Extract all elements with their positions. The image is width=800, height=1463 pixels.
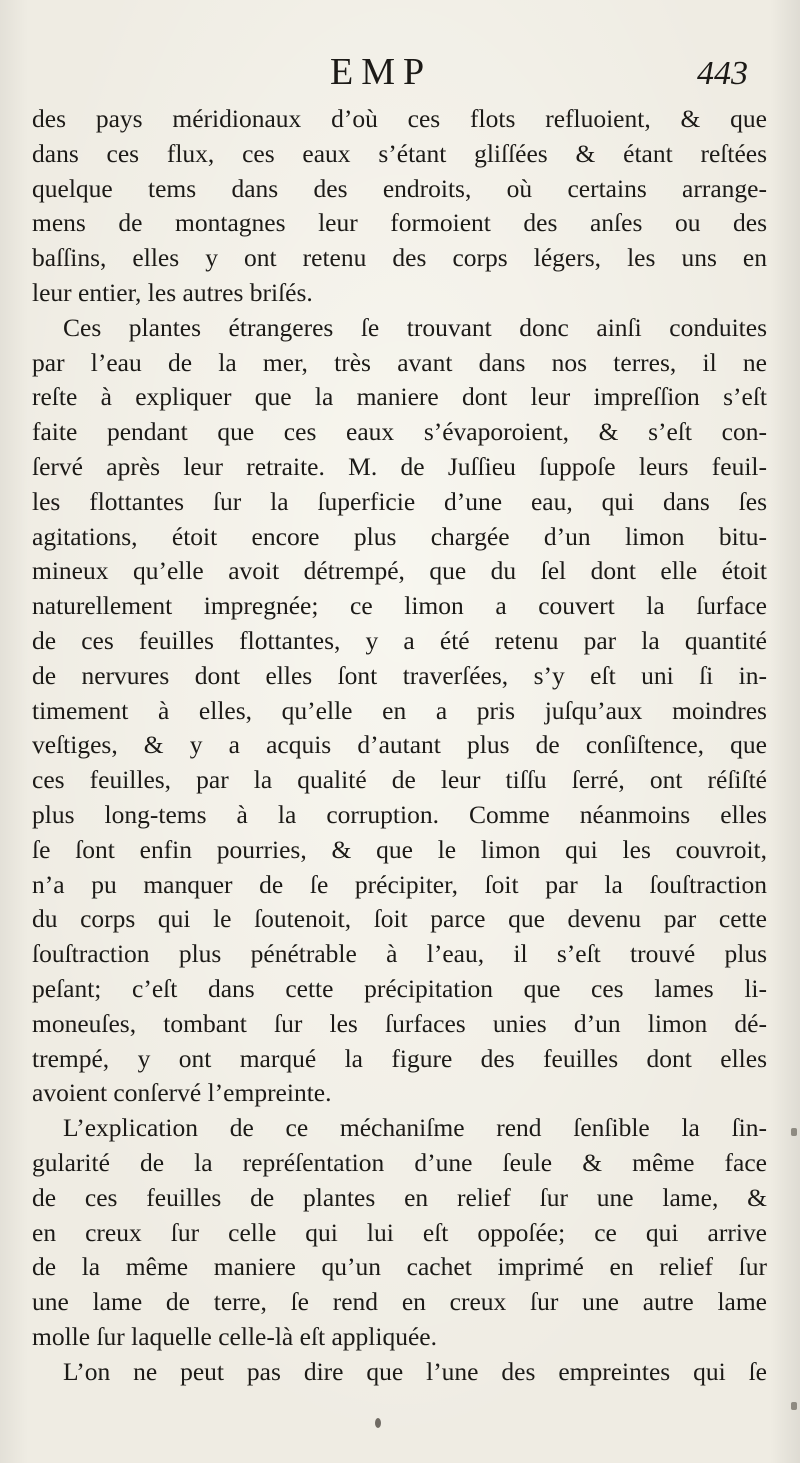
- text-line: avoient conſervé l’empreinte.: [32, 1078, 332, 1108]
- text-line: timement à elles, qu’elle en a pris juſqu’aux moindres: [32, 695, 767, 725]
- body-text: [32, 102, 767, 1389]
- text-line: des pays méridionaux d’où ces flots refluoient, & que: [32, 104, 767, 133]
- text-line: L’on ne peut pas dire que l’une des empreintes qui ſe: [63, 1356, 767, 1386]
- running-head: EMP: [330, 51, 433, 93]
- paragraph-1: [32, 102, 767, 311]
- text-line: par l’eau de la mer, très avant dans nos terres, il ne: [32, 347, 767, 377]
- text-line: reſte à expliquer que la maniere dont leur impreſſion s’eſt: [32, 382, 767, 412]
- text-line: veſtiges, & y a acquis d’autant plus de conſiſtence, que: [32, 730, 767, 760]
- paragraph-3: [32, 1111, 767, 1355]
- text-line: du corps qui le ſoutenoit, ſoit parce que devenu par cette: [32, 904, 767, 934]
- paragraph-4: [32, 1355, 767, 1390]
- text-line: agitations, étoit encore plus chargée d’un limon bitu-: [32, 521, 767, 551]
- text-line: une lame de terre, ſe rend en creux ſur une autre lame: [32, 1287, 767, 1317]
- text-line: les flottantes ſur la ſuperficie d’une eau, qui dans ſes: [32, 486, 767, 516]
- text-line: naturellement impregnée; ce limon a couvert la ſurface: [32, 591, 767, 621]
- text-line: Ces plantes étrangeres ſe trouvant donc ainſi conduites: [63, 312, 767, 342]
- paragraph-2: [32, 311, 767, 1111]
- page-header: [0, 48, 800, 98]
- text-line: en creux ſur celle qui lui eſt oppoſée; ce qui arrive: [32, 1217, 767, 1247]
- text-line: quelque tems dans des endroits, où certains arrange-: [32, 173, 767, 203]
- text-line: moneuſes, tombant ſur les ſurfaces unies d’un limon dé-: [32, 1008, 767, 1038]
- edge-mark: [791, 1128, 797, 1136]
- text-line: trempé, y ont marqué la figure des feuilles dont elles: [32, 1043, 767, 1073]
- text-line: faite pendant que ces eaux s’évaporoient, & s’eſt con-: [32, 417, 767, 447]
- text-line: leur entier, les autres briſés.: [32, 277, 313, 307]
- text-line: ſe ſont enfin pourries, & que le limon qui les couvroit,: [32, 834, 767, 864]
- text-line: L’explication de ce méchaniſme rend ſenſible la ſin-: [63, 1113, 767, 1143]
- text-line: ſervé après leur retraite. M. de Juſſieu ſuppoſe leurs feuil-: [32, 451, 767, 481]
- text-line: de nervures dont elles ſont traverſées, s’y eſt uni ſi in-: [32, 660, 767, 690]
- text-line: ſouſtraction plus pénétrable à l’eau, il s’eſt trouvé plus: [32, 939, 767, 969]
- text-line: de ces feuilles flottantes, y a été retenu par la quantité: [32, 625, 767, 655]
- page-number: 443: [697, 55, 748, 92]
- text-line: baſſins, elles y ont retenu des corps légers, les uns en: [32, 243, 767, 273]
- text-line: mineux qu’elle avoit détrempé, que du ſel dont elle étoit: [32, 556, 767, 586]
- text-line: plus long-tems à la corruption. Comme néanmoins elles: [32, 799, 767, 829]
- text-line: dans ces flux, ces eaux s’étant gliſſées & étant reſtées: [32, 138, 767, 168]
- text-line: molle ſur laquelle celle-là eſt appliquée.: [32, 1321, 437, 1351]
- edge-mark: [791, 1402, 797, 1410]
- text-line: de la même maniere qu’un cachet imprimé en relief ſur: [32, 1252, 767, 1282]
- text-line: n’a pu manquer de ſe précipiter, ſoit par la ſouſtraction: [32, 869, 767, 899]
- ink-smudge: [375, 1418, 381, 1428]
- text-line: peſant; c’eſt dans cette précipitation que ces lames li-: [32, 973, 767, 1003]
- text-line: mens de montagnes leur formoient des anſes ou des: [32, 208, 767, 238]
- text-line: gularité de la repréſentation d’une ſeule & même face: [32, 1147, 767, 1177]
- text-line: ces feuilles, par la qualité de leur tiſſu ſerré, ont réſiſté: [32, 765, 767, 795]
- text-line: de ces feuilles de plantes en relief ſur une lame, &: [32, 1182, 767, 1212]
